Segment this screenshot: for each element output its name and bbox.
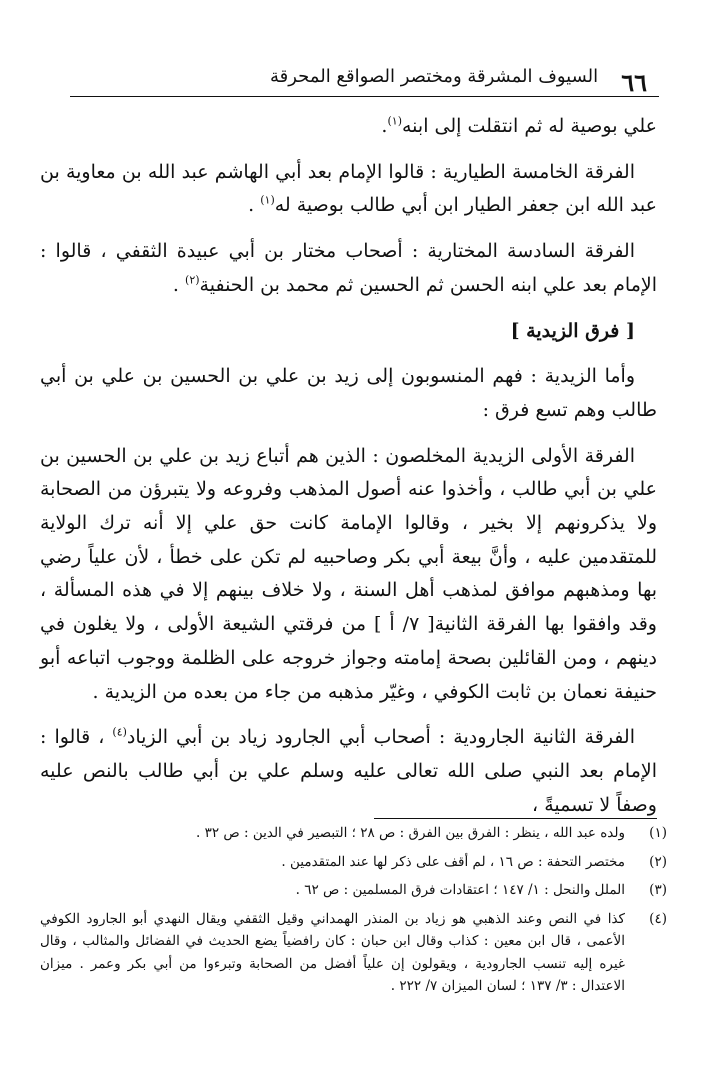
footnote-4 [40,908,667,998]
footnote-text: الملل والنحل : ١/ ١٤٧ ؛ اعتقادات فرق المسلمين : ص ٦٢ . [295,882,625,898]
footnote-text: مختصر التحفة : ص ١٦ ، لم أقف على ذكر لها عند المتقدمين . [281,853,625,870]
section-heading-row [40,315,657,349]
footnote-text: كذا في النص وعند الذهبي هو زياد بن المنذر الهمداني وقيل الثقفي ويقال النهدي أبو الجارود الكوفي الأعمى ، قال ابن معين : كذاب وقال ابن حبان : كان رافضياً يضع الحديث في الفضائل والمثالب ، وقال غيره إليه تنسب الجارودية ، ويقولون إن علياً أفضل من الصحابة وتبرءوا من أبي بكر وعمر . ميزان الاعتدال : ٣/ ١٣٧ ؛ لسان الميزان ٧/ ٢٢٢ . [40,910,625,994]
paragraph-tayyariyya: الفرقة الخامسة الطيارية : قالوا الإمام بعد أبي الهاشم عبد الله بن معاوية بن عبد الله ابن جعفر الطيار ابن أبي طالب بوصية له$^{(١)}$ . [40,160,657,217]
footnote-ref: (٢) [185,273,200,287]
paragraph-continuation: علي بوصية له ثم انتقلت إلى ابنه$^{(١)}$. [381,114,657,137]
section-heading: [ فرق الزيدية ] [510,319,635,342]
footnote-number: (٢) [649,853,667,870]
paragraph-jarudiyya: الفرقة الثانية الجارودية : أصحاب أبي الجارود زياد بن أبي الزياد$^{(٤)}$ ، قالوا : الإمام بعد النبي صلى الله تعالى عليه وسلم علي بن أبي طالب بالنص عليه وصفاً لا تسميةً ، [40,725,657,816]
page-number: ٦٦ [621,68,647,97]
footnotes [40,822,667,998]
header-rule [70,96,659,97]
footnote-1 [40,822,667,845]
footnote-ref: (١) [260,194,275,208]
footnote-number: (٣) [649,882,667,898]
paragraph-mukhtariyya: الفرقة السادسة المختارية : أصحاب مختار بن أبي عبيدة الثقفي ، قالوا : الإمام بعد علي ابنه الحسن ثم الحسين ثم محمد بن الحنفية$^{(٢)}$ . [40,240,657,296]
footnote-ref: (٤) [112,725,127,739]
main-text [40,110,657,834]
footnote-text: ولده عبد الله ، ينظر : الفرق بين الفرق : ص ٢٨ ؛ التبصير في الدين : ص ٣٢ . [195,825,625,841]
footnote-separator [374,818,657,819]
footnote-number: (٤) [649,910,667,927]
footnote-3 [40,879,667,902]
footnote-ref: (١) [387,114,402,128]
running-title: السيوف المشرقة ومختصر الصواقع المحرقة [270,66,599,87]
paragraph-first-sect: الفرقة الأولى الزيدية المخلصون : الذين هم أتباع زيد بن علي بن الحسين بن علي بن أبي طالب ، وأخذوا عنه أصول المذهب وفروعه ولا يتبرؤن من الصحابة ولا يذكرونهم إلا بخير ، وقالوا الإمامة كانت حق علي إلا أنه ترك الولاية للمتقدمين عليه ، وأنَّ بيعة أبي بكر وصاحبيه لم تكن على خطأ ، لأن علياً رضي بها ومذهبهم موافق لمذهب أهل السنة ، ولا خلاف بينهم إلا في هذه المسألة ، وقد وافقوا بها الفرقة الثانية[ ٧/ أ ] من فرقتي الشيعة الأولى ، ولا يغلون في دينهم ، ومن القائلين بصحة إمامته وجواز خروجه على الظلمة ووجوب اتباعه أبو حنيفة نعمان بن ثابت الكوفي ، وغيّر مذهبه من جاء من بعده من الزيدية . [40,444,657,703]
paragraph-zaydiyya-intro: وأما الزيدية : فهم المنسوبون إلى زيد بن علي بن الحسين بن علي بن أبي طالب وهم تسع فرق : [40,365,657,421]
footnote-number: (١) [649,825,667,841]
footnote-2 [40,851,667,874]
page-header [30,60,687,100]
